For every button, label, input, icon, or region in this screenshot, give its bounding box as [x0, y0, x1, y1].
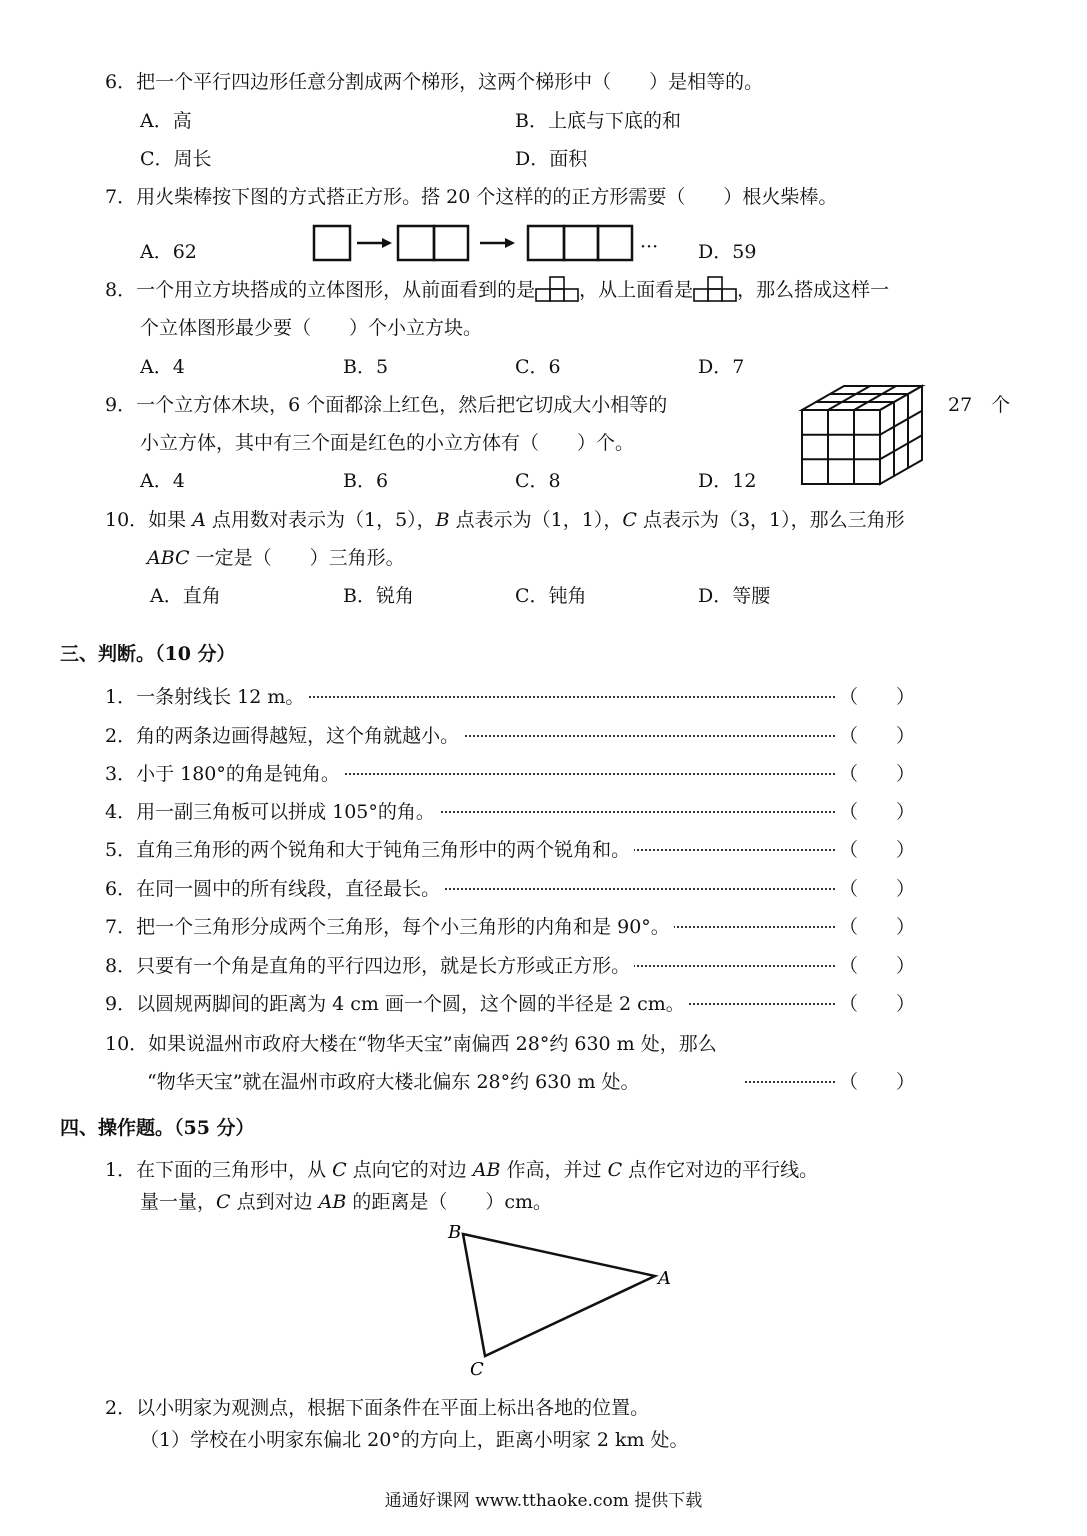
- q6-option-c: C．周长: [140, 148, 212, 170]
- text-part: 作高，并过: [500, 1159, 608, 1181]
- q9-option-c: C．8: [515, 470, 561, 492]
- q6-text: 6．把一个平行四边形任意分割成两个梯形，这两个梯形中（ ）是相等的。: [105, 71, 764, 93]
- judge-item-7: [105, 912, 915, 938]
- point-c-label: C: [607, 1159, 623, 1181]
- q9-option-a: A．4: [140, 470, 185, 492]
- section4-title: 四、操作题。（55 分）: [60, 1117, 255, 1139]
- judge-item-text: 4．用一副三角板可以拼成 105°的角。: [105, 797, 439, 824]
- q7-option-d: D．59: [698, 241, 757, 263]
- q10-option-c: C．钝角: [515, 585, 587, 607]
- footer-credit: 通通好课网 www.tthaoke.com 提供下载: [384, 1491, 703, 1511]
- q6-option-b: B．上底与下底的和: [515, 110, 681, 132]
- answer-blank[interactable]: （ ）: [838, 916, 915, 938]
- arrow-icon: [480, 238, 515, 248]
- q9-option-b: B．6: [343, 470, 389, 492]
- q8-text-mid: ，从上面看是: [579, 279, 694, 301]
- text-part: 点作它对边的平行线。: [622, 1159, 819, 1181]
- point-c-label: C: [216, 1191, 231, 1213]
- answer-blank[interactable]: （ ）: [838, 955, 915, 977]
- judge-item-9: [105, 989, 915, 1015]
- judge-item-2: [105, 721, 915, 747]
- point-c-label: C: [332, 1159, 347, 1181]
- judge-item-text: 6．在同一圆中的所有线段，直径最长。: [105, 874, 444, 901]
- judge-item-text: 1．一条射线长 12 m。: [105, 682, 308, 709]
- q7-option-a: A．62: [140, 241, 197, 263]
- q6-option-a: A．高: [140, 110, 192, 132]
- q6-option-d: D．面积: [515, 148, 588, 170]
- q10-point-c: C: [622, 509, 637, 531]
- judge-item-text: 8．只要有一个角是直角的平行四边形，就是长方形或正方形。: [105, 951, 634, 978]
- q10-triangle-abc: ABC: [147, 547, 190, 569]
- q8-option-c: C．6: [515, 356, 561, 378]
- judge-item-text: 9．以圆规两脚间的距离为 4 cm 画一个圆，这个圆的半径是 2 cm。: [105, 989, 689, 1016]
- q8-text-post: ，那么搭成这样一: [737, 279, 890, 301]
- judge-item-8: [105, 951, 915, 977]
- text-part: 点向它的对边: [346, 1159, 473, 1181]
- side-ab-label: AB: [472, 1159, 501, 1181]
- text-part: 1．在下面的三角形中，从: [105, 1159, 333, 1181]
- cube-3x3x3-figure: [798, 382, 930, 488]
- judge-item-text: 5．直角三角形的两个锐角和大于钝角三角形中的两个锐角和。: [105, 835, 634, 862]
- q10-option-a: A．直角: [150, 585, 221, 607]
- front-view-icon: [535, 276, 579, 302]
- q10-line2-text: 一定是（ ）三角形。: [189, 547, 405, 569]
- q7-ellipsis: ···: [640, 236, 659, 258]
- matchstick-squares-figure: [310, 222, 670, 264]
- q8-line2: 个立体图形最少要（ ）个小立方块。: [140, 317, 483, 339]
- text-part: 量一量，: [140, 1191, 217, 1213]
- q10-text-part: 点用数对表示为（1，5），: [205, 509, 436, 531]
- vertex-a-label: A: [658, 1268, 671, 1289]
- q7-text: 7．用火柴棒按下图的方式搭正方形。搭 20 个这样的的正方形需要（ ）根火柴棒。: [105, 186, 838, 208]
- judge-item-5: [105, 835, 915, 861]
- judge-item-6: [105, 874, 915, 900]
- s4-q1-line1: [105, 1155, 818, 1182]
- q10-point-a: A: [192, 509, 206, 531]
- text-part: 点到对边: [230, 1191, 319, 1213]
- q10-text-part: 点表示为（3，1），那么三角形: [636, 509, 905, 531]
- q8-text: [105, 275, 889, 302]
- judge-item-4: [105, 797, 915, 823]
- q10-text: [105, 505, 905, 532]
- top-view-icon: [693, 276, 737, 302]
- judge-item-text: 3．小于 180°的角是钝角。: [105, 759, 344, 786]
- s4-q2-line1: 2．以小明家为观测点，根据下面条件在平面上标出各地的位置。: [105, 1397, 650, 1419]
- section3-title: 三、判断。（10 分）: [60, 643, 236, 665]
- q8-option-b: B．5: [343, 356, 389, 378]
- q10-point-b: B: [435, 509, 450, 531]
- vertex-b-label: B: [448, 1222, 462, 1243]
- judge-item-1: [105, 682, 915, 708]
- s4-q1-line2: [140, 1187, 552, 1214]
- q9-text: 9．一个立方体木块，6 个面都涂上红色，然后把它切成大小相等的: [105, 394, 668, 416]
- q8-option-d: D．7: [698, 356, 745, 378]
- leader-dots: [745, 1081, 835, 1083]
- arrow-icon: [357, 238, 392, 248]
- q10-option-d: D．等腰: [698, 585, 771, 607]
- answer-blank[interactable]: （ ）: [838, 725, 915, 747]
- side-ab-label: AB: [318, 1191, 347, 1213]
- q9-line2: 小立方体，其中有三个面是红色的小立方体有（ ）个。: [140, 432, 635, 454]
- text-part: 的距离是（ ）cm。: [346, 1191, 553, 1213]
- judge-item-3: [105, 759, 915, 785]
- vertex-c-label: C: [470, 1359, 484, 1380]
- q10-line2: [147, 543, 405, 570]
- q10-option-b: B．锐角: [343, 585, 414, 607]
- triangle-abc-figure: [440, 1218, 690, 1383]
- answer-blank[interactable]: （ ）: [838, 878, 915, 900]
- q9-text-tail: 27 个: [948, 394, 1011, 416]
- judge-item-text: 2．角的两条边画得越短，这个角就越小。: [105, 721, 463, 748]
- q10-text-part: 10．如果: [105, 509, 193, 531]
- answer-blank[interactable]: （ ）: [838, 763, 915, 785]
- judge-item-text: 7．把一个三角形分成两个三角形，每个小三角形的内角和是 90°。: [105, 912, 674, 939]
- judge-item-10: [105, 1067, 915, 1093]
- q9-option-d: D．12: [698, 470, 757, 492]
- judge-item-10-line2: “物华天宝”就在温州市政府大楼北偏东 28°约 630 m 处。: [147, 1067, 644, 1094]
- q8-option-a: A．4: [140, 356, 185, 378]
- s4-q2-line2: （1）学校在小明家东偏北 20°的方向上，距离小明家 2 km 处。: [140, 1429, 689, 1451]
- answer-blank[interactable]: （ ）: [838, 801, 915, 823]
- answer-blank[interactable]: （ ）: [838, 993, 915, 1015]
- answer-blank[interactable]: （ ）: [838, 839, 915, 861]
- judge-item-10-line1: 10．如果说温州市政府大楼在“物华天宝”南偏西 28°约 630 m 处，那么: [105, 1033, 717, 1055]
- answer-blank[interactable]: （ ）: [838, 1071, 915, 1093]
- answer-blank[interactable]: （ ）: [838, 686, 915, 708]
- square-1-of-1: [314, 226, 350, 260]
- q10-text-part: 点表示为（1，1），: [449, 509, 623, 531]
- q8-text-pre: 8．一个用立方块搭成的立体图形，从前面看到的是: [105, 279, 536, 301]
